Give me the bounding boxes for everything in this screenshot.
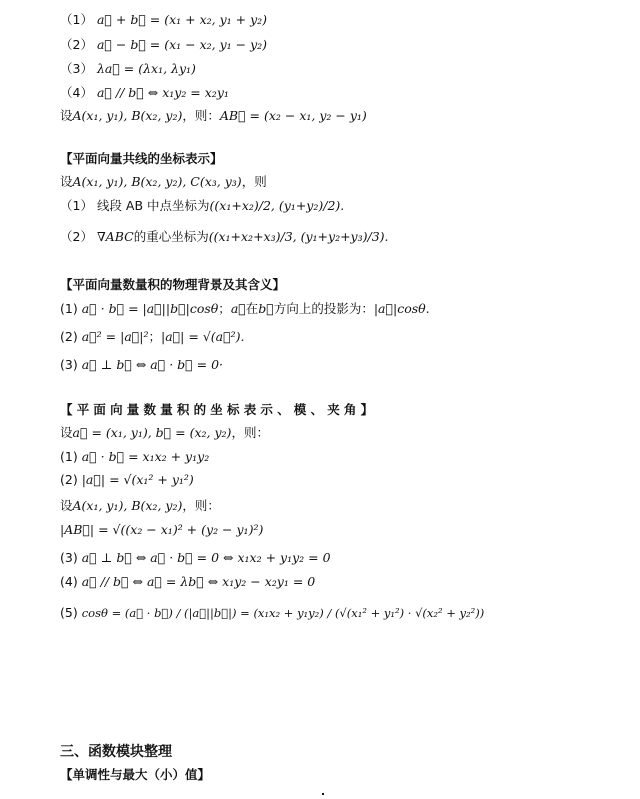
formula: a⃗ bbox=[230, 301, 246, 316]
coord-product-ab-intro bbox=[60, 498, 220, 515]
formula: a⃗ // b⃗ ⇔ x₁y₂ = x₂y₁ bbox=[96, 85, 229, 100]
formula: b⃗ bbox=[258, 301, 274, 316]
physical-heading bbox=[60, 277, 285, 294]
physical-item-3 bbox=[60, 357, 223, 374]
formula: a⃗ ⊥ b⃗ ⇔ a⃗ · b⃗ = 0· bbox=[81, 357, 224, 372]
item-number: （2） bbox=[60, 37, 93, 52]
item-number: （2） bbox=[60, 229, 93, 244]
coord-product-heading bbox=[60, 402, 377, 419]
section-heading: 【平面向量数量积的物理背景及其含义】 bbox=[60, 277, 286, 292]
coord-op-1 bbox=[60, 12, 267, 29]
item-number: (5) bbox=[60, 605, 78, 620]
text: ； bbox=[148, 329, 162, 344]
section-heading: 【单调性与最大（小）值】 bbox=[60, 767, 211, 782]
section-title: 三、函数模块整理 bbox=[60, 744, 172, 760]
coord-product-item-1 bbox=[60, 449, 209, 466]
formula: a⃗ + b⃗ = (x₁ + x₂, y₁ + y₂) bbox=[96, 12, 268, 27]
formula: a⃗ = (x₁, y₁), b⃗ = (x₂, y₂) bbox=[72, 425, 232, 440]
formula: A(x₁, y₁), B(x₂, y₂) bbox=[72, 498, 183, 513]
formula: |a⃗| = √(x₁² + y₁²) bbox=[81, 472, 194, 487]
collinear-heading bbox=[60, 151, 223, 168]
text: 设 bbox=[60, 425, 73, 440]
item-number: (4) bbox=[60, 574, 78, 589]
formula: |AB⃗| = √((x₂ − x₁)² + (y₂ − y₁)²) bbox=[60, 522, 264, 537]
text: 在 bbox=[245, 301, 259, 316]
coord-product-intro bbox=[60, 425, 269, 442]
section-3-title bbox=[60, 744, 172, 761]
item-number: (3) bbox=[60, 357, 78, 372]
item-number: （3） bbox=[60, 61, 93, 76]
formula: AB⃗ = (x₂ − x₁, y₂ − y₁) bbox=[219, 108, 367, 123]
formula: A(x₁, y₁), B(x₂, y₂) bbox=[72, 108, 183, 123]
coord-product-ab-length bbox=[60, 522, 263, 539]
text: 设 bbox=[60, 498, 73, 513]
formula: λa⃗ = (λx₁, λy₁) bbox=[96, 61, 196, 76]
ab-vector-line bbox=[60, 108, 367, 125]
item-number: （1） bbox=[60, 198, 93, 213]
coord-product-item-5 bbox=[60, 605, 484, 621]
text: 方向上的投影为： bbox=[273, 301, 374, 316]
formula: a⃗ · b⃗ = x₁x₂ + y₁y₂ bbox=[81, 449, 210, 464]
text: ，则： bbox=[182, 498, 220, 513]
physical-item-1 bbox=[60, 301, 430, 318]
item-number: (1) bbox=[60, 301, 78, 316]
item-number: (2) bbox=[60, 472, 78, 487]
collinear-item-2 bbox=[60, 229, 389, 246]
section-heading: 【平面向量共线的坐标表示】 bbox=[60, 151, 223, 166]
section-heading: 【平面向量数量积的坐标表示、模、夹角】 bbox=[60, 402, 378, 417]
formula: a⃗ · b⃗ = |a⃗||b⃗|cosθ bbox=[81, 301, 219, 316]
coord-op-4 bbox=[60, 85, 229, 102]
item-number: （1） bbox=[60, 12, 93, 27]
formula: a⃗² = |a⃗|² bbox=[81, 329, 149, 344]
coord-product-item-2 bbox=[60, 472, 194, 489]
formula: a⃗ // b⃗ ⇔ a⃗ = λb⃗ ⇔ x₁y₂ − x₂y₁ = 0 bbox=[81, 574, 316, 589]
formula: |a⃗| = √(a⃗²). bbox=[161, 329, 245, 344]
text: 线段 AB 中点坐标为 bbox=[96, 198, 210, 213]
text: 的重心坐标为 bbox=[133, 229, 209, 244]
formula: A(x₁, y₁), B(x₂, y₂), C(x₃, y₃) bbox=[72, 174, 242, 189]
item-number: (3) bbox=[60, 550, 78, 565]
formula: a⃗ ⊥ b⃗ ⇔ a⃗ · b⃗ = 0 ⇔ x₁x₂ + y₁y₂ = 0 bbox=[81, 550, 331, 565]
coord-product-item-3 bbox=[60, 550, 331, 567]
collinear-intro bbox=[60, 174, 267, 191]
coord-product-item-4 bbox=[60, 574, 315, 591]
page-marker-dot bbox=[322, 793, 324, 795]
coord-op-2 bbox=[60, 37, 267, 54]
section-3-subheading bbox=[60, 767, 210, 784]
formula: |a⃗|cosθ. bbox=[373, 301, 430, 316]
item-number: (2) bbox=[60, 329, 78, 344]
item-number: (1) bbox=[60, 449, 78, 464]
formula: ∇ABC bbox=[96, 229, 134, 244]
text: ，则 bbox=[241, 174, 267, 189]
text: 设 bbox=[60, 108, 73, 123]
formula: ((x₁+x₂+x₃)/3, (y₁+y₂+y₃)/3). bbox=[208, 229, 389, 244]
text: 设 bbox=[60, 174, 73, 189]
formula: a⃗ − b⃗ = (x₁ − x₂, y₁ − y₂) bbox=[96, 37, 268, 52]
text: ，则： bbox=[231, 425, 269, 440]
item-number: （4） bbox=[60, 85, 93, 100]
coord-op-3 bbox=[60, 61, 196, 78]
text: ； bbox=[218, 301, 231, 316]
formula: cosθ = (a⃗ · b⃗) / (|a⃗||b⃗|) = (x₁x₂ + y₁y₂) / (√(x₁² + y₁²) · √(x₂² + y₂²)) bbox=[81, 606, 485, 620]
formula: ((x₁+x₂)/2, (y₁+y₂)/2). bbox=[209, 198, 345, 213]
text: ，则： bbox=[182, 108, 220, 123]
physical-item-2 bbox=[60, 329, 244, 346]
collinear-item-1 bbox=[60, 198, 344, 215]
